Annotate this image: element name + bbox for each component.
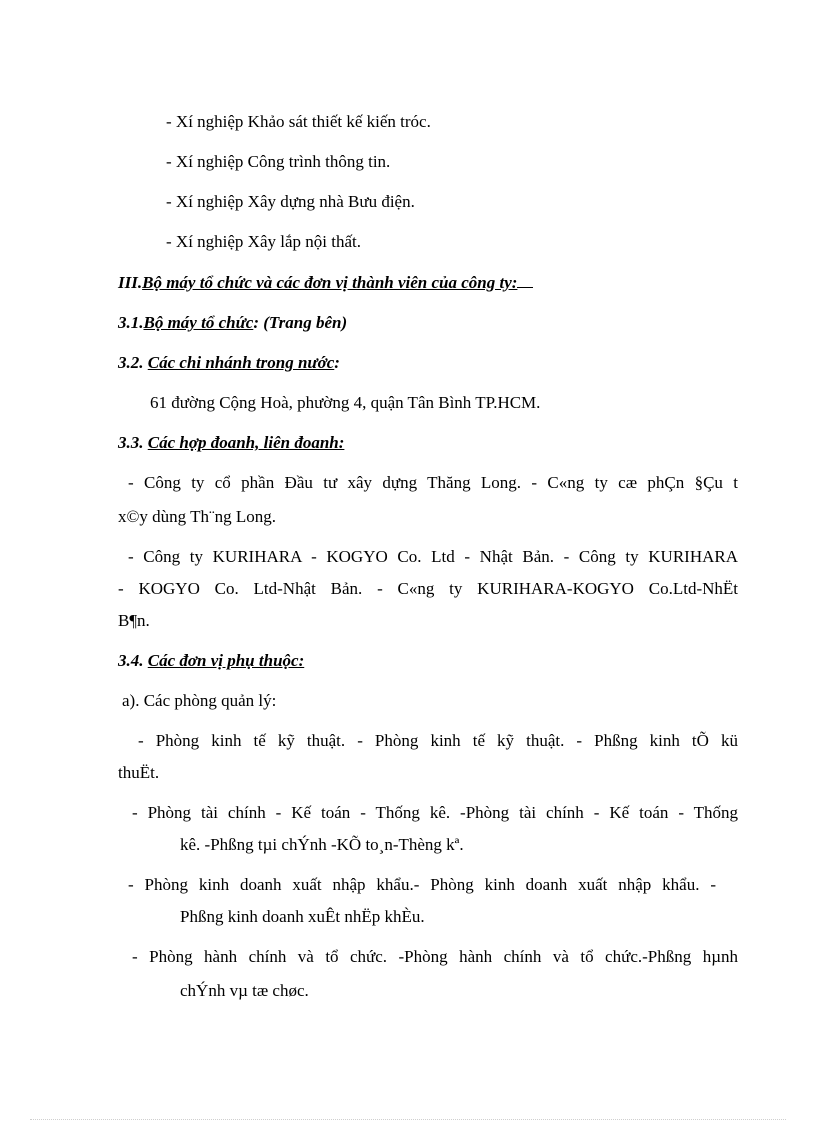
paragraph-line: x©y dùng Th¨ng Long. xyxy=(118,507,277,526)
list-item-line: chÝnh vµ tæ chøc. xyxy=(180,981,309,1000)
section-colon: : xyxy=(334,353,340,372)
list-item-line: - Phòng tài chính - Kế toán - Thống kê. -Phòng tài chính - Kế toán - Thống xyxy=(132,803,738,822)
section-heading-3-3 xyxy=(118,432,344,454)
section-title: Bộ máy tổ chức và các đơn vị thành viên của công ty: xyxy=(142,273,518,292)
intro-item: - Xí nghiệp Công trình thông tin. xyxy=(166,152,391,171)
paragraph-line: B¶n. xyxy=(118,611,150,630)
list-item-line: Phßng kinh doanh xuÊt nhËp khÈu. xyxy=(180,907,425,926)
intro-item: - Xí nghiệp Xây lắp nội thất. xyxy=(166,232,361,251)
section-number: 3.1. xyxy=(118,313,144,332)
page-bottom-divider xyxy=(30,1119,786,1120)
section-number: 3.2. xyxy=(118,353,144,372)
section-title: Các chi nhánh trong nước xyxy=(147,353,335,372)
section-heading-3-2 xyxy=(118,352,340,374)
paragraph-line: - Công ty cổ phần Đầu tư xây dựng Thăng Long. - C«ng ty cæ phÇn §Çu t xyxy=(128,473,738,492)
section-heading-3-4 xyxy=(118,650,304,672)
section-title: Các đơn vị phụ thuộc: xyxy=(147,651,305,670)
list-item-line: - Phòng hành chính và tổ chức. -Phòng hành chính và tổ chức.-Phßng hµnh xyxy=(132,947,738,966)
list-item-line: - Phòng kinh doanh xuất nhập khẩu.- Phòng kinh doanh xuất nhập khẩu. - xyxy=(128,875,716,894)
paragraph-line: - KOGYO Co. Ltd-Nhật Bản. - C«ng ty KURIHARA-KOGYO Co.Ltd-NhËt xyxy=(118,579,738,598)
list-item-line: thuËt. xyxy=(118,763,160,782)
section-suffix: : (Trang bên) xyxy=(253,313,348,332)
section-number: 3.4. xyxy=(118,651,144,670)
underline-extension xyxy=(517,273,533,288)
section-heading-3-1 xyxy=(118,312,347,334)
section-heading-iii xyxy=(118,272,533,294)
section-number: 3.3. xyxy=(118,433,144,452)
section-number: III. xyxy=(118,273,143,292)
list-item-line: kê. -Phßng tµi chÝnh -KÕ to¸n-Thèng kª. xyxy=(180,835,464,854)
paragraph-line: - Công ty KURIHARA - KOGYO Co. Ltd - Nhật Bản. - Công ty KURIHARA xyxy=(128,547,738,566)
subsection-label: a). Các phòng quản lý: xyxy=(122,691,277,710)
intro-item: - Xí nghiệp Xây dựng nhà Bưu điện. xyxy=(166,192,415,211)
section-title: Bộ máy tổ chức xyxy=(143,313,254,332)
list-item-line: - Phòng kinh tế kỹ thuật. - Phòng kinh tế kỹ thuật. - Phßng kinh tÕ kü xyxy=(138,731,738,750)
intro-item: - Xí nghiệp Khảo sát thiết kế kiến tróc. xyxy=(166,112,431,131)
section-title: Các hợp đoanh, liên đoanh: xyxy=(147,433,345,452)
branch-address: 61 đường Cộng Hoà, phường 4, quận Tân Bình TP.HCM. xyxy=(150,393,541,412)
